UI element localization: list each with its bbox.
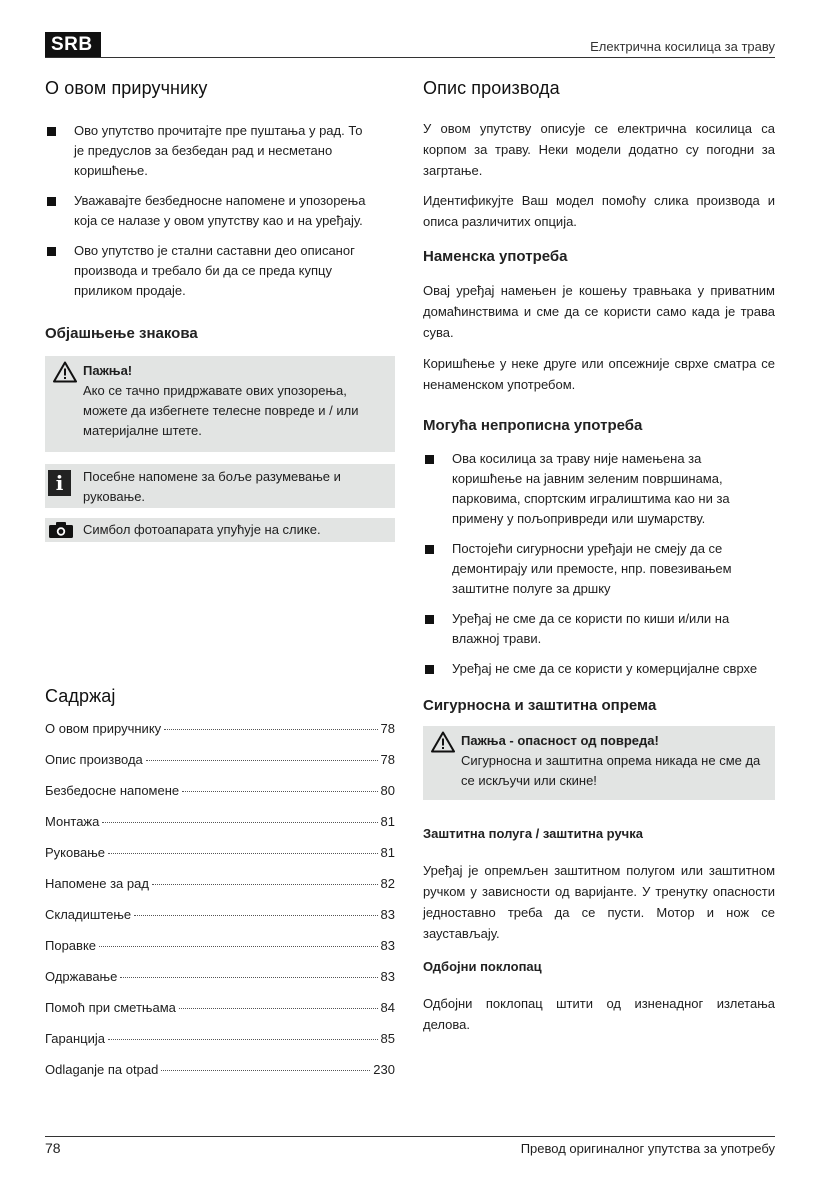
toc-row[interactable] xyxy=(45,721,395,752)
toc-row[interactable] xyxy=(45,845,395,876)
toc-row[interactable] xyxy=(45,814,395,845)
toc-label: Руковање xyxy=(45,845,106,860)
warning-title: Пажња! xyxy=(83,363,133,378)
list-item: Уређај не сме да се користи у комерцијалне сврхе xyxy=(423,659,763,679)
safety-heading: Сигурносна и заштитна опрема xyxy=(423,697,657,714)
toc-leader xyxy=(120,977,377,978)
toc-row[interactable] xyxy=(45,1000,395,1031)
list-item: Ово упутство прочитајте пре пуштања у рад. То је предуслов за безбедан рад и несметано коришћење. xyxy=(45,121,365,181)
right-column xyxy=(423,78,775,1035)
list-item: Постојећи сигурносни уређаји не смеју да се демонтирају или премосте, нпр. повезивањем заштитне полуге за дршку xyxy=(423,539,763,599)
cover-heading: Одбојни поклопац xyxy=(423,959,542,974)
camera-icon xyxy=(49,522,73,538)
list-item: Уређај не сме да се користи по киши и/или на влажној трави. xyxy=(423,609,763,649)
warning-triangle-icon xyxy=(53,361,77,383)
toc-label: Монтажа xyxy=(45,814,100,829)
info-text: Посебне напомене за боље разумевање и руковање. xyxy=(83,469,341,504)
toc-page: 230 xyxy=(373,1062,395,1077)
toc-label: Складиштење xyxy=(45,907,132,922)
toc-leader xyxy=(99,946,378,947)
toc-page: 80 xyxy=(380,783,395,798)
safety-warning-text: Сигурносна и заштитна опрема никада не сме да се искључи или скине! xyxy=(461,753,761,788)
left-column xyxy=(45,78,395,1093)
safety-warning-title: Пажња - опасност од повреда! xyxy=(461,733,659,748)
toc-label: Безбедосне напомене xyxy=(45,783,180,798)
toc-row[interactable] xyxy=(45,752,395,783)
warning-text: Ако се тачно придржавате ових упозорења, можете да избегнете телесне повреде и / или материјалне штете. xyxy=(83,383,359,438)
camera-notice xyxy=(45,518,395,542)
toc-row[interactable] xyxy=(45,969,395,1000)
toc-label: Напомене за рад xyxy=(45,876,149,891)
toc-page: 78 xyxy=(380,752,395,767)
about-list xyxy=(45,121,395,301)
page-header xyxy=(45,32,775,58)
warning-triangle-icon xyxy=(431,731,455,753)
toc-label: Odlaganje па otpad xyxy=(45,1062,159,1077)
safety-warning-notice xyxy=(423,726,775,800)
cover-paragraph: Одбојни поклопац штити од изненадног излетања делова. xyxy=(423,996,775,1032)
toc-leader xyxy=(108,1039,378,1040)
about-heading: О овом приручнику xyxy=(45,78,208,98)
toc-row[interactable] xyxy=(45,907,395,938)
list-item: Ово упутство је стални саставни део описаног производа и требало би да се преда купцу приликом продаје. xyxy=(45,241,365,301)
signs-heading: Објашњење знакова xyxy=(45,325,198,342)
toc-leader xyxy=(179,1008,378,1009)
warning-notice xyxy=(45,356,395,452)
intended-use-heading: Наменска употреба xyxy=(423,248,568,265)
list-item: Ова косилица за траву није намењена за коришћење на јавним зеленим површинама, парковима, спортским игралиштима као ни за примену у пољопривреди или шумарству. xyxy=(423,449,763,529)
product-paragraph: У овом упутству описује се електрична косилица са корпом за траву. Неки модели додатно су погодни за загртање. xyxy=(423,121,775,178)
toc-row[interactable] xyxy=(45,783,395,814)
toc-row[interactable] xyxy=(45,1062,395,1093)
table-of-contents xyxy=(45,721,395,1093)
toc-leader xyxy=(146,760,378,761)
misuse-list xyxy=(423,449,775,679)
intended-use-paragraph: Коришћење у неке друге или опсежније сврхе сматра се ненаменском употребом. xyxy=(423,356,775,392)
page-footer xyxy=(45,1136,775,1156)
toc-page: 84 xyxy=(380,1000,395,1015)
toc-label: О овом приручнику xyxy=(45,721,162,736)
toc-page: 83 xyxy=(380,938,395,953)
toc-leader xyxy=(102,822,377,823)
toc-leader xyxy=(164,729,377,730)
misuse-heading: Могућа непрописна употреба xyxy=(423,417,643,434)
toc-row[interactable] xyxy=(45,1031,395,1062)
toc-page: 81 xyxy=(380,814,395,829)
product-paragraph: Идентификујте Ваш модел помоћу слика производа и описа различитих опција. xyxy=(423,193,775,229)
product-heading: Опис производа xyxy=(423,78,560,98)
toc-leader xyxy=(152,884,378,885)
toc-leader xyxy=(134,915,377,916)
toc-label: Гаранција xyxy=(45,1031,106,1046)
info-notice xyxy=(45,464,395,508)
language-badge: SRB xyxy=(45,32,101,57)
toc-leader xyxy=(182,791,377,792)
lever-heading: Заштитна полуга / заштитна ручка xyxy=(423,826,643,841)
toc-page: 82 xyxy=(380,876,395,891)
toc-page: 78 xyxy=(380,721,395,736)
toc-leader xyxy=(161,1070,370,1071)
toc-label: Одржавање xyxy=(45,969,118,984)
list-item: Уважавајте безбедносне напомене и упозорења која се налазе у овом упутству као и на уређају. xyxy=(45,191,375,231)
toc-row[interactable] xyxy=(45,876,395,907)
toc-label: Опис производа xyxy=(45,752,143,767)
toc-page: 83 xyxy=(380,907,395,922)
lever-paragraph: Уређај је опремљен заштитном полугом или заштитном ручком у зависности од варијанте. У тренутку опасности једноставно треба да се пусти. Мотор и нож се заустављају. xyxy=(423,863,775,941)
toc-heading: Садржај xyxy=(45,686,116,706)
toc-label: Поравке xyxy=(45,938,97,953)
camera-text: Симбол фотоапарата упућује на слике. xyxy=(83,522,321,537)
toc-row[interactable] xyxy=(45,938,395,969)
toc-label: Помоћ при сметњама xyxy=(45,1000,176,1015)
toc-page: 81 xyxy=(380,845,395,860)
page-number: 78 xyxy=(45,1140,61,1156)
toc-page: 83 xyxy=(380,969,395,984)
header-title: Електрична косилица за траву xyxy=(590,39,775,54)
footer-text: Превод оригиналног упутства за употребу xyxy=(520,1141,775,1156)
toc-leader xyxy=(108,853,378,854)
toc-page: 85 xyxy=(380,1031,395,1046)
info-icon: i xyxy=(48,470,71,496)
intended-use-paragraph: Овај уређај намењен је кошењу травњака у приватним домаћинствима и сме да се користи само када је трава сува. xyxy=(423,283,775,340)
